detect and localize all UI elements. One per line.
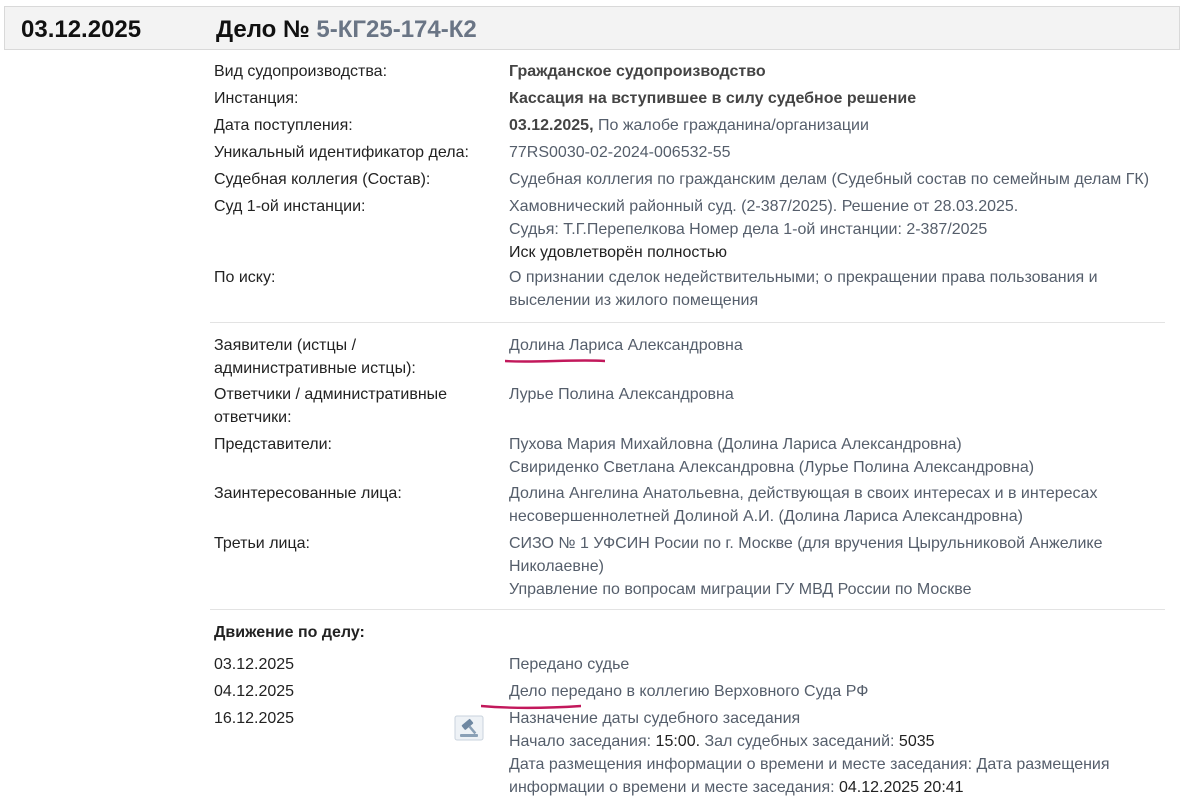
session-placement (509, 753, 1129, 799)
applicant-name-text: Долина Лариса Александровна (509, 337, 743, 354)
detail-row-collegium (214, 168, 1169, 195)
party-row-respondents (214, 383, 1169, 433)
third-party-1: СИЗО № 1 УФСИН Росии по г. Москве (для вручения Цырульниковой Анжелике (509, 535, 1103, 552)
placement-text: Дата размещения информации о времени и месте заседания: Дата размещения информации о времени и месте заседания: (509, 756, 1110, 796)
interested-line-2: несовершеннолетней Долиной А.И. (Долина Лариса Александровна) (509, 508, 1023, 525)
third-party-1-cont: Николаевне) (509, 558, 604, 575)
applicant-name (509, 334, 743, 357)
party-label: Представители: (214, 436, 332, 453)
party-label: Ответчики / административные ответчики: (214, 386, 448, 426)
session-hall-value: 5035 (898, 733, 935, 750)
placement-value: 04.12.2025 20:41 (839, 779, 964, 796)
receipt-type: По жалобе гражданина/организации (597, 117, 869, 134)
movement-row (214, 707, 1169, 799)
case-title-prefix: Дело № (216, 16, 310, 43)
movement-row (214, 680, 1169, 707)
detail-label: Суд 1-ой инстанции: (214, 198, 366, 215)
detail-value: Кассация на вступившее в силу судебное решение (509, 90, 917, 107)
detail-row-first-instance (214, 195, 1169, 266)
receipt-date: 03.12.2025, (509, 117, 594, 134)
session-start-value: 15:00. (655, 733, 701, 750)
transfer-text (509, 680, 868, 703)
party-label: Третьи лица: (214, 535, 310, 552)
divider (210, 609, 1165, 610)
party-value: Лурье Полина Александровна (509, 386, 734, 403)
movement-text (509, 680, 1169, 703)
case-title (216, 16, 477, 44)
detail-label: Дата поступления: (214, 117, 353, 134)
movement-text: Передано судье (509, 656, 630, 673)
detail-row-instance (214, 87, 1169, 114)
detail-label: Судебная коллегия (Состав): (214, 171, 431, 188)
header-date: 03.12.2025 (21, 16, 142, 43)
movement-date: 16.12.2025 (214, 710, 295, 727)
movement-date: 04.12.2025 (214, 683, 295, 700)
detail-value: Гражданское судопроизводство (509, 63, 766, 80)
representative-2: Свириденко Светлана Александровна (Лурье Полина Александровна) (509, 459, 1035, 476)
detail-value: 77RS0030-02-2024-006532-55 (509, 144, 731, 161)
party-row-representatives (214, 433, 1169, 482)
case-header (4, 6, 1180, 50)
movement-text: Назначение даты судебного заседания (509, 710, 801, 727)
detail-label: По иску: (214, 269, 276, 286)
representative-1: Пухова Мария Михайловна (Долина Лариса Александровна) (509, 436, 962, 453)
third-party-2: Управление по вопросам миграции ГУ МВД России по Москве (509, 581, 972, 598)
session-info (509, 730, 1169, 753)
first-instance-result: Иск удовлетворён полностью (509, 244, 728, 261)
case-number[interactable]: 5-КГ25-174-К2 (316, 16, 477, 43)
party-row-interested (214, 482, 1169, 532)
transfer-text-label: Дело передано в коллегию Верховного Суда РФ (509, 683, 869, 700)
party-row-applicants (214, 334, 1169, 383)
detail-row-claim (214, 266, 1169, 312)
case-parties (214, 334, 1169, 601)
first-instance-court: Хамовнический районный суд. (2-387/2025). Решение от 28.03.2025. (509, 198, 1019, 215)
session-start-label: Начало заседания: (509, 733, 652, 750)
party-row-third (214, 532, 1169, 601)
party-value (509, 334, 1169, 357)
detail-row-proceeding (214, 60, 1169, 87)
party-label: Заинтересованные лица: (214, 485, 402, 502)
movement-list (214, 653, 1169, 799)
detail-value (509, 114, 1169, 137)
interested-line-1: Долина Ангелина Анатольевна, действующая в своих интересах и в интересах (509, 485, 1098, 502)
detail-label: Вид судопроизводства: (214, 63, 388, 80)
party-label: Заявители (истцы / административные истцы): (214, 337, 416, 377)
divider (210, 322, 1165, 323)
first-instance-judge: Судья: Т.Г.Перепелкова Номер дела 1-ой инстанции: 2-387/2025 (509, 221, 988, 238)
case-details (214, 60, 1169, 312)
movement-row (214, 653, 1169, 680)
movement-title: Движение по делу: (214, 624, 365, 641)
movement-date: 03.12.2025 (214, 656, 295, 673)
session-hall-label: Зал судебных заседаний: (704, 733, 895, 750)
detail-row-uid (214, 141, 1169, 168)
detail-label: Инстанция: (214, 90, 299, 107)
pen-underline (505, 358, 605, 364)
detail-value: О признании сделок недействительными; о прекращении права пользования и выселении из жилого помещения (509, 269, 1098, 309)
gavel-icon[interactable] (454, 715, 484, 741)
detail-label: Уникальный идентификатор дела: (214, 144, 469, 161)
detail-value: Судебная коллегия по гражданским делам (Судебный состав по семейным делам ГК) (509, 171, 1150, 188)
detail-row-receipt (214, 114, 1169, 141)
